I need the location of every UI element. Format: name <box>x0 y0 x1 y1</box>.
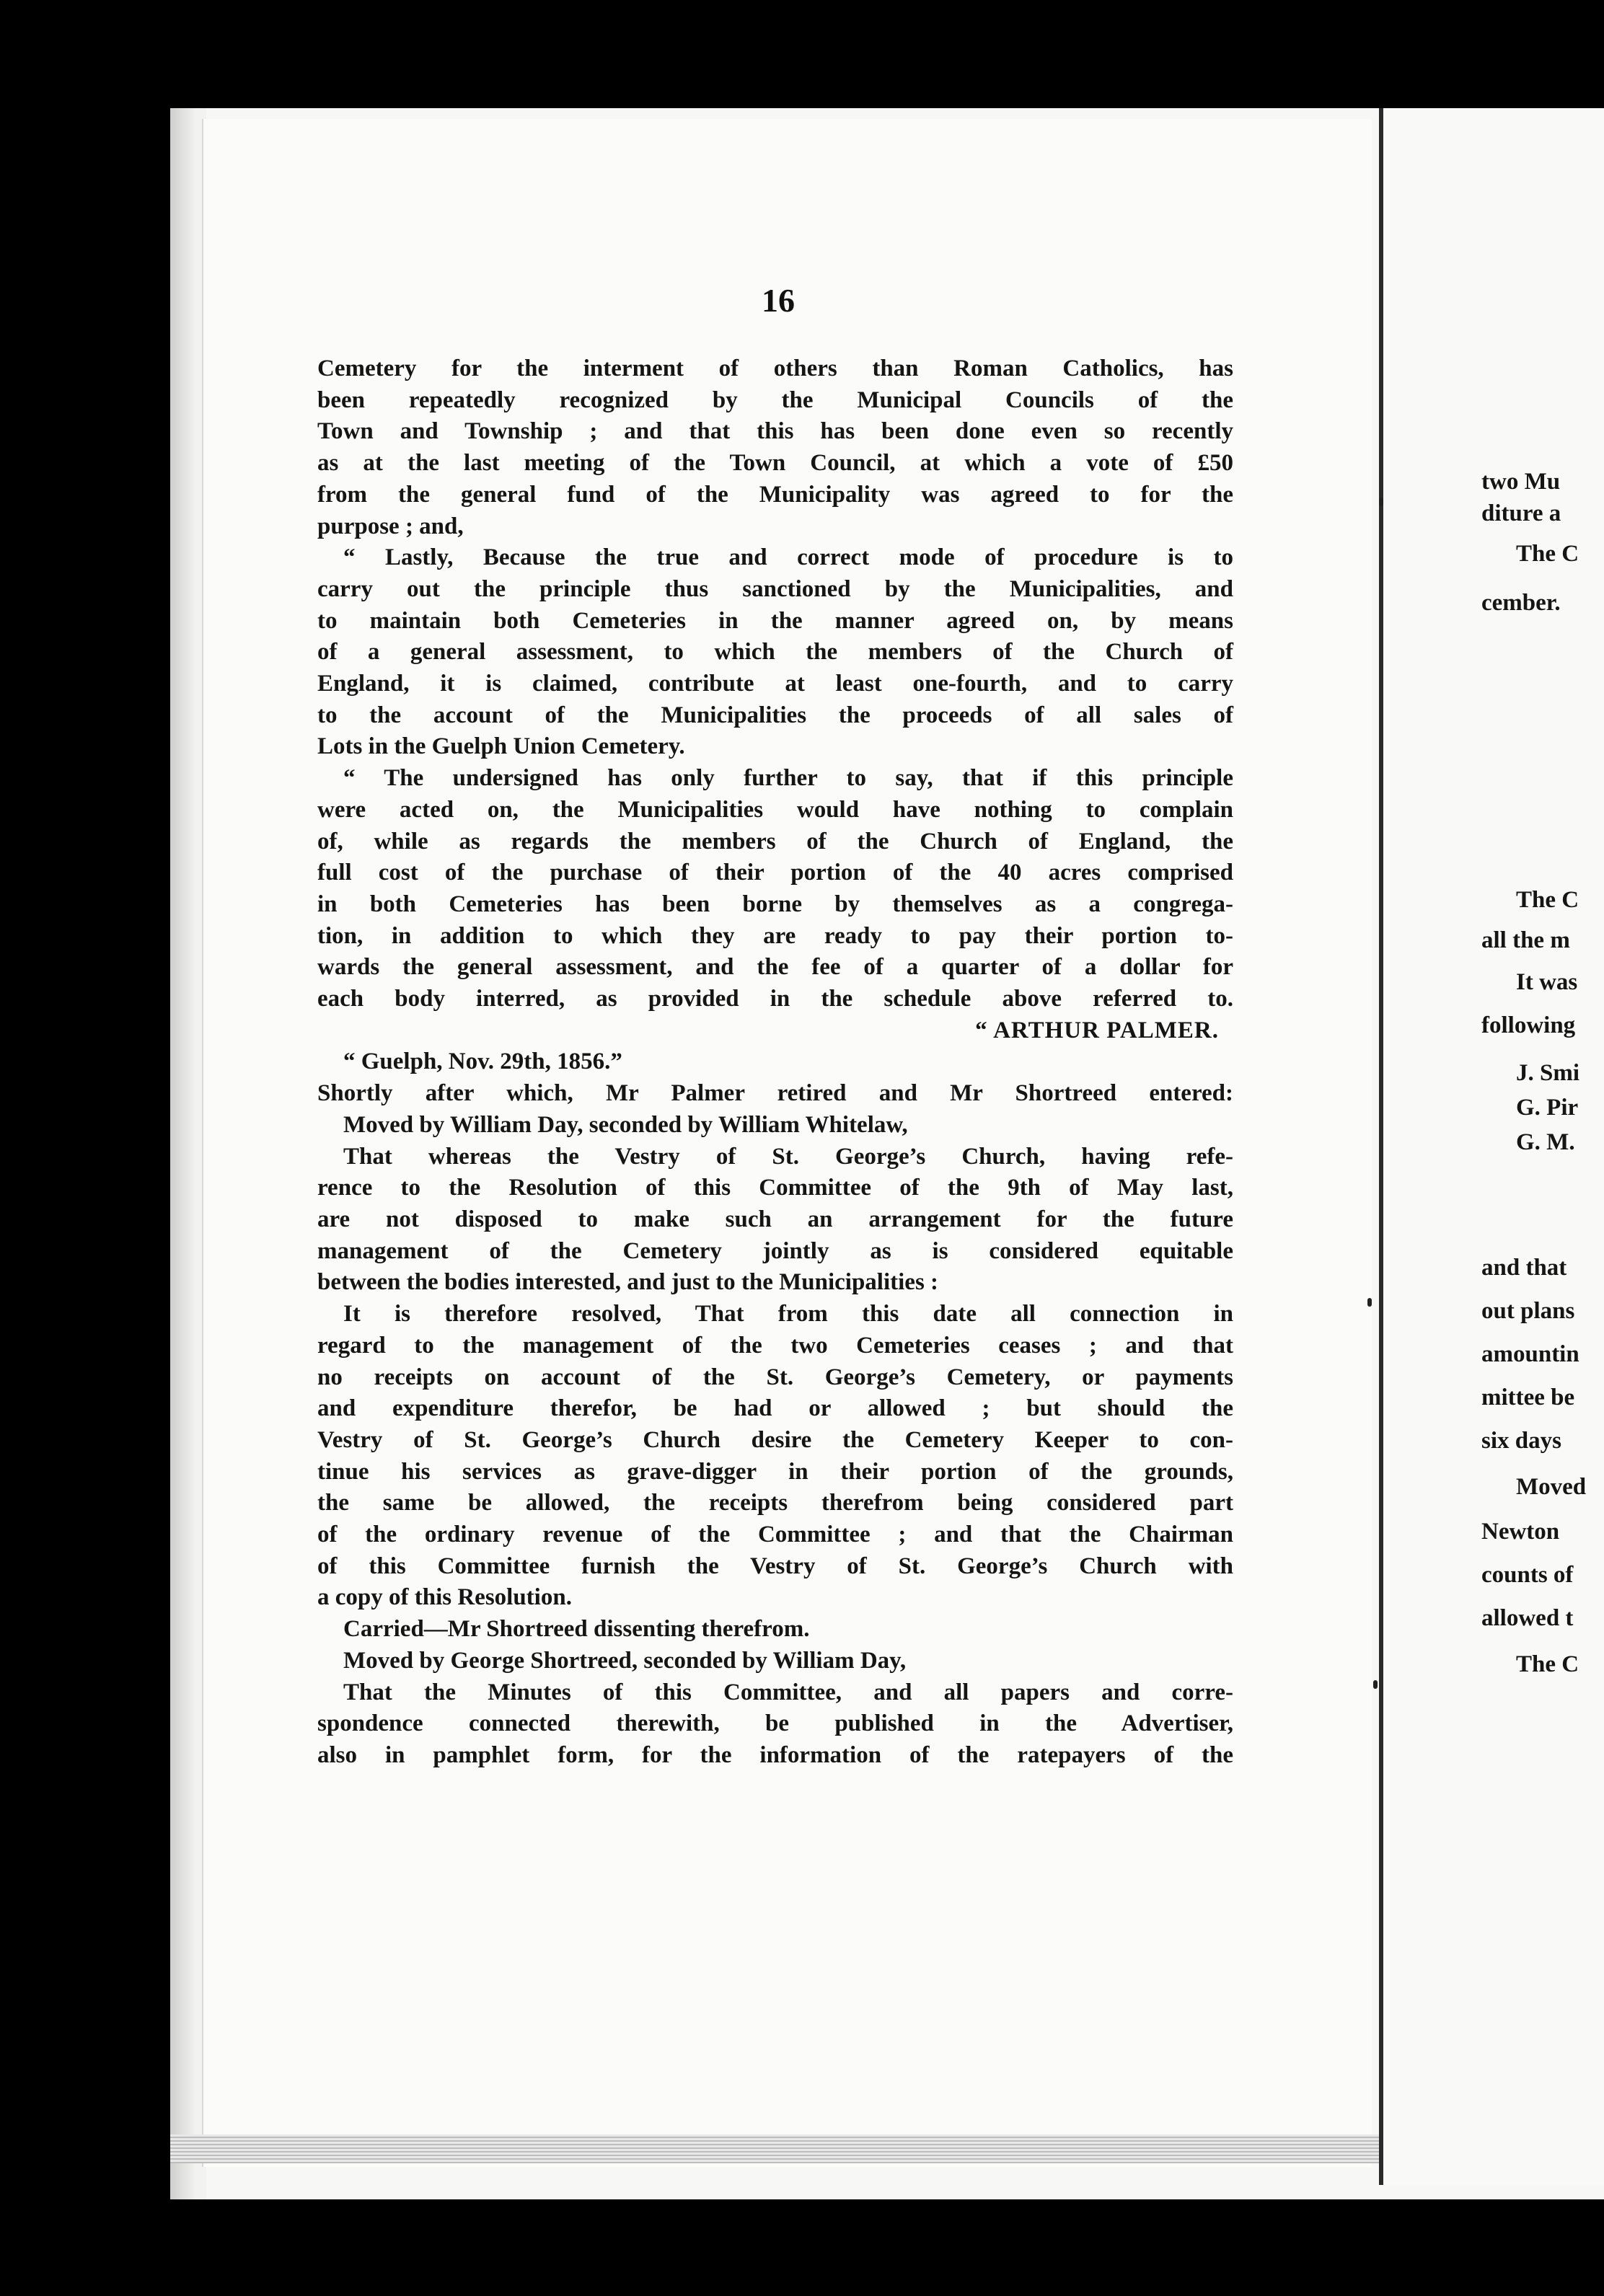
text-line: England, it is claimed, contribute at least one-fourth, and to carry <box>317 671 1233 697</box>
page-stack-edge <box>170 2134 1382 2163</box>
text-line: purpose ; and, <box>317 513 464 539</box>
text-line: a copy of this Resolution. <box>317 1584 572 1611</box>
right-page <box>1379 108 1604 2185</box>
right-text-line: J. Smi <box>1516 1060 1580 1086</box>
text-line: Town and Township ; and that this has been done even so recently <box>317 418 1233 445</box>
text-line: of, while as regards the members of the Church of England, the <box>317 828 1233 855</box>
text-line: spondence connected therewith, be published in the Advertiser, <box>317 1710 1233 1737</box>
text-line: between the bodies interested, and just to the Municipalities : <box>317 1269 939 1296</box>
right-text-line: diture a <box>1481 500 1561 526</box>
right-text-line: allowed t <box>1481 1605 1574 1631</box>
text-line: “ Guelph, Nov. 29th, 1856.” <box>343 1048 622 1075</box>
text-line: full cost of the purchase of their portion of the 40 acres comprised <box>317 860 1233 886</box>
text-line: to maintain both Cemeteries in the manner agreed on, by means <box>317 607 1233 634</box>
left-page-edge-shadow <box>170 108 206 2199</box>
text-line: of a general assessment, to which the members of the Church of <box>317 639 1233 666</box>
text-line: no receipts on account of the St. George’s Cemetery, or payments <box>317 1364 1233 1390</box>
text-line: tinue his services as grave-digger in their portion of the grounds, <box>317 1458 1233 1485</box>
left-page-body-text <box>317 353 1233 1772</box>
text-line: in both Cemeteries has been borne by themselves as a congrega- <box>317 891 1233 917</box>
right-text-line: mittee be <box>1481 1385 1575 1410</box>
print-speck <box>1373 1680 1378 1689</box>
page-number: 16 <box>762 282 795 319</box>
text-line: rence to the Resolution of this Committee of the 9th of May last, <box>317 1175 1233 1201</box>
text-line: carry out the principle thus sanctioned by the Municipalities, and <box>317 575 1233 602</box>
text-line: are not disposed to make such an arrangement for the future <box>317 1206 1233 1232</box>
text-line: the same be allowed, the receipts therefrom being considered part <box>317 1490 1233 1516</box>
text-line: Vestry of St. George’s Church desire the Cemetery Keeper to con- <box>317 1426 1233 1453</box>
text-line: tion, in addition to which they are ready to pay their portion to- <box>317 922 1233 949</box>
text-line: each body interred, as provided in the schedule above referred to. <box>317 986 1233 1012</box>
right-text-line: all the m <box>1481 927 1570 953</box>
right-text-line: out plans <box>1481 1298 1575 1324</box>
text-line: Moved by George Shortreed, seconded by William Day, <box>343 1647 907 1674</box>
right-text-line: The C <box>1516 1651 1579 1677</box>
text-line: management of the Cemetery jointly as is considered equitable <box>317 1237 1233 1264</box>
text-line: Shortly after which, Mr Palmer retired and Mr Shortreed entered: <box>317 1080 1233 1107</box>
text-line: of this Committee furnish the Vestry of St. George’s Church with <box>317 1553 1233 1579</box>
text-line: That whereas the Vestry of St. George’s Church, having refe- <box>343 1143 1233 1170</box>
text-line: “ The undersigned has only further to say, that if this principle <box>343 765 1233 792</box>
right-text-line: G. Pir <box>1516 1095 1579 1121</box>
text-line: Cemetery for the interment of others than Roman Catholics, has <box>317 356 1233 381</box>
right-text-line: and that <box>1481 1255 1567 1281</box>
right-text-line: amountin <box>1481 1341 1579 1367</box>
right-text-line: six days <box>1481 1428 1561 1454</box>
right-text-line: Newton <box>1481 1519 1560 1545</box>
text-line: as at the last meeting of the Town Council, at which a vote of £50 <box>317 450 1233 477</box>
right-text-line: G. M. <box>1516 1129 1575 1155</box>
text-line: Lots in the Guelph Union Cemetery. <box>317 733 685 760</box>
right-text-line: The C <box>1516 887 1579 913</box>
text-line: That the Minutes of this Committee, and all papers and corre- <box>343 1679 1233 1705</box>
right-text-line: Moved <box>1516 1474 1587 1500</box>
text-line: been repeatedly recognized by the Municipal Councils of the <box>317 387 1233 413</box>
text-line: Carried—Mr Shortreed dissenting therefrom. <box>343 1616 810 1643</box>
text-line: were acted on, the Municipalities would have nothing to complain <box>317 796 1233 823</box>
text-line: Moved by William Day, seconded by William Whitelaw, <box>343 1111 908 1138</box>
right-text-line: The C <box>1516 541 1579 567</box>
text-line: also in pamphlet form, for the information of the ratepayers of the <box>317 1741 1233 1768</box>
text-line: to the account of the Municipalities the proceeds of all sales of <box>317 702 1233 728</box>
print-speck <box>1367 1298 1372 1307</box>
text-line: from the general fund of the Municipality was agreed to for the <box>317 481 1233 508</box>
right-text-line: cember. <box>1481 590 1561 616</box>
right-text-line: two Mu <box>1481 469 1561 495</box>
right-text-line: following <box>1481 1012 1576 1038</box>
text-line: It is therefore resolved, That from this date all connection in <box>343 1301 1233 1328</box>
text-line: wards the general assessment, and the fee of a quarter of a dollar for <box>317 954 1233 981</box>
right-text-line: counts of <box>1481 1562 1574 1588</box>
text-line: “ Lastly, Because the true and correct mode of procedure is to <box>343 544 1233 571</box>
print-speck <box>1379 498 1383 506</box>
text-line: of the ordinary revenue of the Committee ; and that the Chairman <box>317 1522 1233 1548</box>
text-line: and expenditure therefor, be had or allowed ; but should the <box>317 1395 1233 1422</box>
text-line: regard to the management of the two Cemeteries ceases ; and that <box>317 1332 1233 1359</box>
text-line: “ ARTHUR PALMER. <box>975 1017 1219 1043</box>
right-text-line: It was <box>1516 969 1578 995</box>
